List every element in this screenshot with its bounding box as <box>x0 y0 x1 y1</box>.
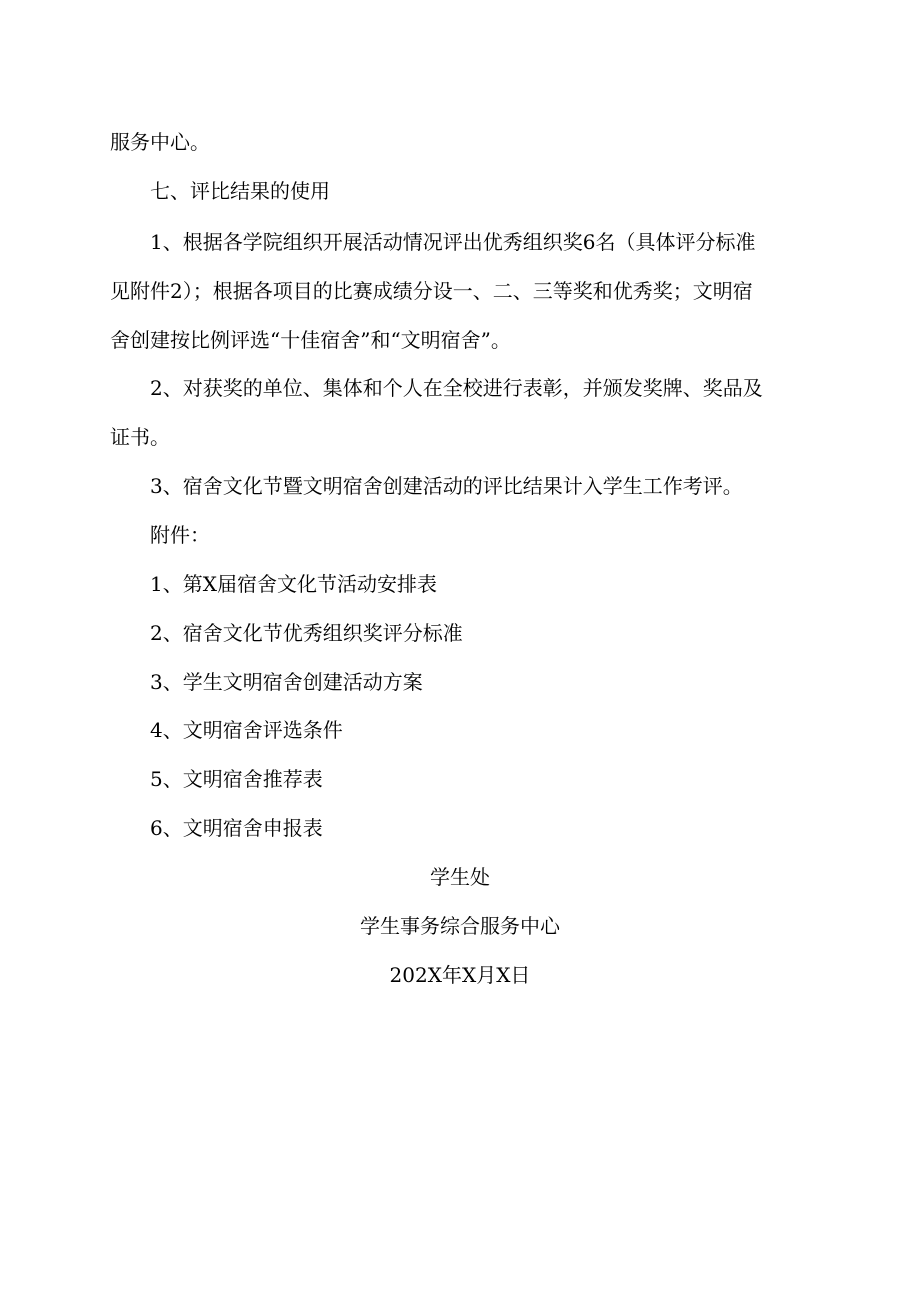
paragraph-3-line-1: 3、宿舍文化节暨文明宿舍创建活动的评比结果计入学生工作考评。 <box>150 474 743 498</box>
paragraph-2-line-1: 2、对获奖的单位、集体和个人在全校进行表彰，并颁发奖牌、奖品及 <box>150 376 763 400</box>
attachment-item-5: 5、文明宿舍推荐表 <box>150 767 323 791</box>
attachment-item-1: 1、第X届宿舍文化节活动安排表 <box>150 572 437 596</box>
attachment-item-4: 4、文明宿舍评选条件 <box>150 718 343 742</box>
paragraph-1-line-1: 1、根据各学院组织开展活动情况评出优秀组织奖6名（具体评分标准 <box>150 230 756 254</box>
attachments-label: 附件： <box>150 523 210 547</box>
signature-office: 学生处 <box>430 865 490 889</box>
signature-center: 学生事务综合服务中心 <box>360 914 560 938</box>
signature-date: 202X年X月X日 <box>389 963 531 987</box>
paragraph-2-line-2: 证书。 <box>110 425 170 449</box>
attachment-item-6: 6、文明宿舍申报表 <box>150 816 323 840</box>
attachment-item-3: 3、学生文明宿舍创建活动方案 <box>150 670 423 694</box>
paragraph-1-line-2: 见附件2）；根据各项目的比赛成绩分设一、二、三等奖和优秀奖；文明宿 <box>110 279 753 303</box>
paragraph-1-line-3: 舍创建按比例评选“十佳宿舍”和“文明宿舍”。 <box>110 328 511 352</box>
attachment-item-2: 2、宿舍文化节优秀组织奖评分标准 <box>150 621 463 645</box>
continuation-text: 服务中心。 <box>110 130 210 154</box>
section-heading: 七、评比结果的使用 <box>150 179 330 203</box>
